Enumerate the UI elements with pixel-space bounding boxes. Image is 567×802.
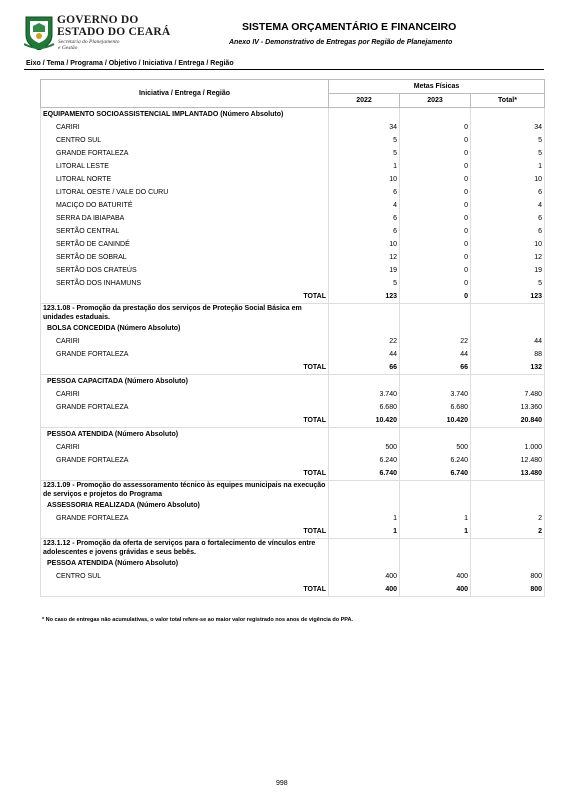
value-total: 10 [471, 173, 545, 186]
objective-row [41, 481, 545, 500]
delivery-row [41, 108, 545, 122]
total-label: TOTAL [41, 525, 329, 539]
total-2023: 66 [400, 361, 471, 375]
value-2022: 6.680 [329, 401, 400, 414]
empty-cell [329, 481, 400, 500]
region-name: CARIRI [41, 388, 329, 401]
table-row [41, 335, 545, 348]
table-row [41, 454, 545, 467]
logo-title-line2: ESTADO DO CEARÁ [57, 26, 171, 38]
footnote: * No caso de entregas não acumulativas, o valor total refere-se ao maior valor registrado nos anos de vigência do PPA. [42, 617, 354, 623]
delivery-row [41, 375, 545, 389]
value-total: 88 [471, 348, 545, 361]
delivery-label: EQUIPAMENTO SOCIOASSISTENCIAL IMPLANTADO (Número Absoluto) [41, 108, 329, 122]
value-2023: 0 [400, 147, 471, 160]
value-2022: 1 [329, 160, 400, 173]
value-total: 800 [471, 570, 545, 583]
column-header-total: Total* [471, 94, 545, 108]
total-2022: 6.740 [329, 467, 400, 481]
table-row [41, 441, 545, 454]
value-total: 2 [471, 512, 545, 525]
value-total: 4 [471, 199, 545, 212]
total-row [41, 361, 545, 375]
region-name: GRANDE FORTALEZA [41, 401, 329, 414]
delivery-label: PESSOA CAPACITADA (Número Absoluto) [41, 375, 329, 389]
total-total: 20.840 [471, 414, 545, 428]
report-subtitle: Anexo IV - Demonstrativo de Entregas por Região de Planejamento [229, 39, 453, 46]
header-divider [24, 69, 544, 70]
value-total: 13.360 [471, 401, 545, 414]
table-row [41, 512, 545, 525]
total-2022: 400 [329, 583, 400, 597]
value-total: 44 [471, 335, 545, 348]
value-2022: 19 [329, 264, 400, 277]
empty-cell [329, 375, 400, 389]
value-total: 7.480 [471, 388, 545, 401]
table-row [41, 348, 545, 361]
empty-cell [329, 428, 400, 442]
delivery-row [41, 322, 545, 335]
total-label: TOTAL [41, 414, 329, 428]
region-name: GRANDE FORTALEZA [41, 348, 329, 361]
region-name: SERTÃO CENTRAL [41, 225, 329, 238]
table-body [41, 108, 545, 597]
value-2023: 0 [400, 199, 471, 212]
empty-cell [471, 499, 545, 512]
empty-cell [400, 428, 471, 442]
value-2023: 0 [400, 160, 471, 173]
value-2023: 0 [400, 173, 471, 186]
region-name: CARIRI [41, 441, 329, 454]
value-total: 34 [471, 121, 545, 134]
value-total: 12 [471, 251, 545, 264]
empty-cell [471, 428, 545, 442]
value-2022: 10 [329, 238, 400, 251]
empty-cell [471, 322, 545, 335]
total-total: 132 [471, 361, 545, 375]
value-2022: 1 [329, 512, 400, 525]
value-total: 6 [471, 225, 545, 238]
total-2022: 1 [329, 525, 400, 539]
value-2022: 5 [329, 277, 400, 290]
table-row [41, 186, 545, 199]
empty-cell [329, 322, 400, 335]
total-total: 13.480 [471, 467, 545, 481]
total-total: 800 [471, 583, 545, 597]
value-2022: 5 [329, 134, 400, 147]
value-2022: 44 [329, 348, 400, 361]
objective-label: 123.1.12 - Promoção da oferta de serviços para o fortalecimento de vínculos entre adolescentes e jovens grávidas e seus bebês. [41, 539, 329, 558]
empty-cell [329, 108, 400, 122]
value-total: 5 [471, 134, 545, 147]
logo-subtitle-line1: Secretaria do Planejamento [58, 39, 120, 45]
total-2023: 1 [400, 525, 471, 539]
value-2023: 6.240 [400, 454, 471, 467]
objective-label: 123.1.08 - Promoção da prestação dos serviços de Proteção Social Básica em unidades estaduais. [41, 304, 329, 323]
region-name: GRANDE FORTALEZA [41, 512, 329, 525]
value-2022: 34 [329, 121, 400, 134]
total-label: TOTAL [41, 361, 329, 375]
table-row [41, 264, 545, 277]
region-name: SERRA DA IBIAPABA [41, 212, 329, 225]
total-total: 123 [471, 290, 545, 304]
value-2023: 0 [400, 264, 471, 277]
empty-cell [471, 481, 545, 500]
value-2022: 6 [329, 212, 400, 225]
delivery-label: ASSESSORIA REALIZADA (Número Absoluto) [41, 499, 329, 512]
column-header-2022: 2022 [329, 94, 400, 108]
objective-label: 123.1.09 - Promoção do assessoramento técnico às equipes municipais na execução de serviços e projetos do Programa [41, 481, 329, 500]
column-header-initiative: Iniciativa / Entrega / Região [41, 80, 329, 108]
value-2023: 0 [400, 238, 471, 251]
table-row [41, 401, 545, 414]
table-row [41, 134, 545, 147]
empty-cell [400, 557, 471, 570]
logo-subtitle [58, 39, 120, 51]
value-2023: 500 [400, 441, 471, 454]
table-row [41, 388, 545, 401]
region-name: GRANDE FORTALEZA [41, 147, 329, 160]
value-total: 5 [471, 277, 545, 290]
total-row [41, 583, 545, 597]
empty-cell [400, 375, 471, 389]
delivery-row [41, 428, 545, 442]
table-row [41, 121, 545, 134]
total-2023: 400 [400, 583, 471, 597]
delivery-label: PESSOA ATENDIDA (Número Absoluto) [41, 428, 329, 442]
logo-title-line1: GOVERNO DO [57, 14, 139, 26]
delivery-row [41, 557, 545, 570]
value-2022: 400 [329, 570, 400, 583]
value-total: 12.480 [471, 454, 545, 467]
value-2023: 22 [400, 335, 471, 348]
value-2022: 6 [329, 225, 400, 238]
total-row [41, 467, 545, 481]
total-2023: 0 [400, 290, 471, 304]
table-row [41, 277, 545, 290]
empty-cell [471, 304, 545, 323]
region-name: GRANDE FORTALEZA [41, 454, 329, 467]
hierarchy-label: Eixo / Tema / Programa / Objetivo / Iniciativa / Entrega / Região [26, 60, 234, 67]
region-name: SERTÃO DOS CRATEÚS [41, 264, 329, 277]
region-name: MACIÇO DO BATURITÉ [41, 199, 329, 212]
empty-cell [400, 304, 471, 323]
value-2023: 0 [400, 277, 471, 290]
logo-subtitle-line2: e Gestão [58, 45, 78, 51]
table-row [41, 160, 545, 173]
total-label: TOTAL [41, 290, 329, 304]
table-row [41, 238, 545, 251]
page-number: 998 [276, 780, 288, 787]
value-2023: 3.740 [400, 388, 471, 401]
delivery-label: PESSOA ATENDIDA (Número Absoluto) [41, 557, 329, 570]
value-2022: 5 [329, 147, 400, 160]
region-name: SERTÃO DE SOBRAL [41, 251, 329, 264]
value-2023: 0 [400, 121, 471, 134]
region-name: LITORAL NORTE [41, 173, 329, 186]
empty-cell [471, 557, 545, 570]
region-name: SERTÃO DE CANINDÉ [41, 238, 329, 251]
value-total: 6 [471, 212, 545, 225]
empty-cell [400, 108, 471, 122]
total-row [41, 414, 545, 428]
value-total: 19 [471, 264, 545, 277]
value-2022: 12 [329, 251, 400, 264]
total-row [41, 525, 545, 539]
table-row [41, 199, 545, 212]
value-2022: 500 [329, 441, 400, 454]
region-name: CENTRO SUL [41, 134, 329, 147]
table-row [41, 251, 545, 264]
empty-cell [400, 499, 471, 512]
total-label: TOTAL [41, 467, 329, 481]
empty-cell [471, 539, 545, 558]
table-row [41, 212, 545, 225]
value-total: 5 [471, 147, 545, 160]
empty-cell [471, 375, 545, 389]
table-row [41, 570, 545, 583]
empty-cell [400, 481, 471, 500]
empty-cell [471, 108, 545, 122]
value-2023: 400 [400, 570, 471, 583]
region-name: LITORAL LESTE [41, 160, 329, 173]
value-2023: 1 [400, 512, 471, 525]
total-row [41, 290, 545, 304]
total-2022: 66 [329, 361, 400, 375]
value-total: 10 [471, 238, 545, 251]
value-2022: 22 [329, 335, 400, 348]
empty-cell [400, 322, 471, 335]
empty-cell [329, 499, 400, 512]
value-2023: 44 [400, 348, 471, 361]
table-row [41, 147, 545, 160]
empty-cell [329, 304, 400, 323]
region-name: CARIRI [41, 121, 329, 134]
column-header-2023: 2023 [400, 94, 471, 108]
total-2023: 6.740 [400, 467, 471, 481]
region-name: LITORAL OESTE / VALE DO CURU [41, 186, 329, 199]
total-total: 2 [471, 525, 545, 539]
total-label: TOTAL [41, 583, 329, 597]
region-name: CENTRO SUL [41, 570, 329, 583]
empty-cell [329, 539, 400, 558]
table-row [41, 173, 545, 186]
value-2023: 6.680 [400, 401, 471, 414]
delivery-row [41, 499, 545, 512]
empty-cell [400, 539, 471, 558]
value-2023: 0 [400, 186, 471, 199]
value-2023: 0 [400, 225, 471, 238]
deliveries-table [40, 79, 545, 597]
region-name: CARIRI [41, 335, 329, 348]
region-name: SERTÃO DOS INHAMUNS [41, 277, 329, 290]
value-total: 6 [471, 186, 545, 199]
objective-row [41, 539, 545, 558]
value-total: 1 [471, 160, 545, 173]
value-2023: 0 [400, 212, 471, 225]
objective-row [41, 304, 545, 323]
delivery-label: BOLSA CONCEDIDA (Número Absoluto) [41, 322, 329, 335]
total-2022: 10.420 [329, 414, 400, 428]
value-2023: 0 [400, 134, 471, 147]
value-2023: 0 [400, 251, 471, 264]
value-2022: 4 [329, 199, 400, 212]
empty-cell [329, 557, 400, 570]
total-2023: 10.420 [400, 414, 471, 428]
report-title: SISTEMA ORÇAMENTÁRIO E FINANCEIRO [242, 21, 457, 33]
value-2022: 6.240 [329, 454, 400, 467]
value-total: 1.000 [471, 441, 545, 454]
value-2022: 6 [329, 186, 400, 199]
table-row [41, 225, 545, 238]
total-2022: 123 [329, 290, 400, 304]
value-2022: 3.740 [329, 388, 400, 401]
value-2022: 10 [329, 173, 400, 186]
column-group-header: Metas Físicas [329, 80, 545, 94]
